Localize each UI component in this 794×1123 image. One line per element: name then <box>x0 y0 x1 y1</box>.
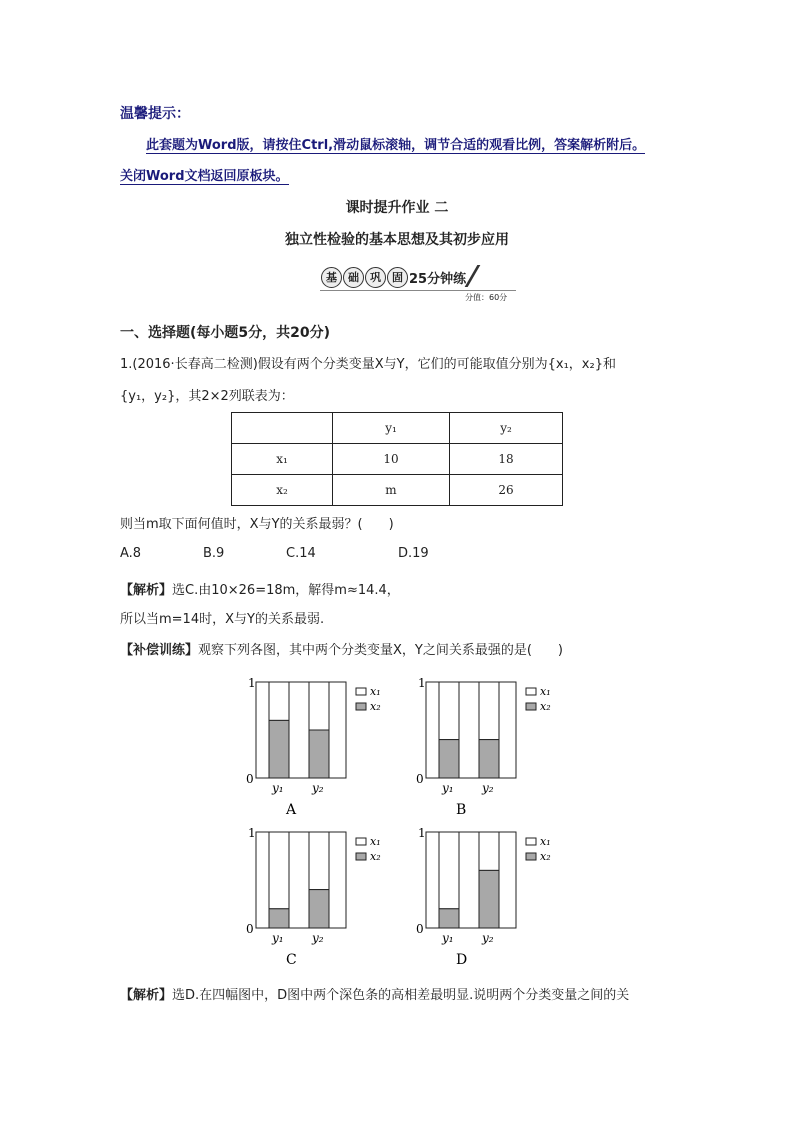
chart-label: C <box>286 952 297 968</box>
legend-swatch-x1 <box>526 688 536 695</box>
analysis-text: 选C.由10×26=18m，解得m≈14.4， <box>172 583 400 598</box>
page-title: 课时提升作业 二 <box>345 200 449 216</box>
contingency-table <box>231 412 563 506</box>
chart-d <box>406 826 586 975</box>
chart-label: B <box>456 802 467 818</box>
chart-label: D <box>456 952 468 968</box>
legend-swatch-x2 <box>356 853 366 860</box>
bar-x1 <box>309 682 329 730</box>
table-cell <box>232 413 333 444</box>
compensation-tag: 【补偿训练】 <box>120 643 199 658</box>
chart-label: A <box>286 802 297 818</box>
chart-a <box>236 676 416 825</box>
legend-swatch-x2 <box>526 703 536 710</box>
bar-x1 <box>439 832 459 909</box>
chart-a-svg <box>236 676 416 821</box>
x-tick-label: y₁ <box>272 781 284 795</box>
bar-x2 <box>479 740 499 778</box>
bar-x1 <box>309 832 329 890</box>
legend-label: x₂ <box>370 850 381 863</box>
compensation-text: 观察下列各图，其中两个分类变量X，Y之间关系最强的是( ) <box>198 643 564 658</box>
analysis-tag: 【解析】 <box>120 583 173 598</box>
banner-char: 固 <box>387 267 408 288</box>
table-row <box>232 413 563 444</box>
tip-title: 温馨提示： <box>120 106 190 122</box>
chart-c-svg <box>236 826 416 971</box>
table-cell: 18 <box>450 444 563 475</box>
legend-label: x₂ <box>540 850 551 863</box>
bar-x2 <box>309 730 329 778</box>
analysis-2 <box>120 984 629 1003</box>
banner-divider <box>320 290 516 291</box>
option-b: B.9 <box>203 546 225 561</box>
banner-char: 础 <box>343 267 364 288</box>
section-banner <box>321 265 481 289</box>
pen-icon <box>465 265 481 287</box>
analysis-1-line-1 <box>120 579 400 598</box>
compensation-prompt <box>120 639 563 658</box>
x-tick-label: y₁ <box>442 931 454 945</box>
table-cell: m <box>333 475 450 506</box>
table-row <box>232 444 563 475</box>
table-cell: x₂ <box>232 475 333 506</box>
analysis-text: 选D.在四幅图中，D图中两个深色条的高相差最明显.说明两个分类变量之间的关 <box>172 988 630 1003</box>
x-tick-label: y₂ <box>312 931 324 945</box>
table-cell: 26 <box>450 475 563 506</box>
y-tick-label: 0 <box>416 772 424 786</box>
chart-c <box>236 826 416 975</box>
table-cell: y₂ <box>450 413 563 444</box>
bar-x2 <box>479 870 499 928</box>
question-1-line-2: {y₁，y₂}，其2×2列联表为： <box>120 389 294 404</box>
bar-x1 <box>479 832 499 870</box>
banner-time: 25分钟练 <box>409 272 467 287</box>
legend-label: x₁ <box>540 835 551 848</box>
score-label: 分值：60分 <box>465 293 508 302</box>
x-tick-label: y₂ <box>482 781 494 795</box>
banner-chars <box>321 267 408 288</box>
legend-swatch-x1 <box>526 838 536 845</box>
bar-x2 <box>439 909 459 928</box>
table-row <box>232 475 563 506</box>
legend-label: x₂ <box>370 700 381 713</box>
table-cell: x₁ <box>232 444 333 475</box>
x-tick-label: y₁ <box>442 781 454 795</box>
table-cell: 10 <box>333 444 450 475</box>
bar-x2 <box>309 890 329 928</box>
tip-line-1: 此套题为Word版，请按住Ctrl,滑动鼠标滚轴，调节合适的观看比例，答案解析附后。 <box>146 134 645 154</box>
bar-x1 <box>439 682 459 740</box>
legend-label: x₂ <box>540 700 551 713</box>
x-tick-label: y₂ <box>312 781 324 795</box>
y-tick-label: 0 <box>246 922 254 936</box>
legend-swatch-x2 <box>356 703 366 710</box>
bar-x2 <box>439 740 459 778</box>
y-tick-label: 0 <box>246 772 254 786</box>
chart-b <box>406 676 586 825</box>
bar-x2 <box>269 909 289 928</box>
option-c: C.14 <box>286 546 316 561</box>
y-tick-label: 1 <box>248 676 256 690</box>
banner-char: 巩 <box>365 267 386 288</box>
legend-label: x₁ <box>370 835 381 848</box>
legend-label: x₁ <box>540 685 551 698</box>
bar-x2 <box>269 720 289 778</box>
bar-x1 <box>479 682 499 740</box>
bar-x1 <box>269 832 289 909</box>
bar-x1 <box>269 682 289 720</box>
x-tick-label: y₂ <box>482 931 494 945</box>
option-d: D.19 <box>398 546 429 561</box>
y-tick-label: 1 <box>248 826 256 840</box>
legend-swatch-x1 <box>356 688 366 695</box>
chart-b-svg <box>406 676 586 821</box>
legend-label: x₁ <box>370 685 381 698</box>
tip-line-2: 关闭Word文档返回原板块。 <box>120 165 289 185</box>
legend-swatch-x1 <box>356 838 366 845</box>
page-subtitle: 独立性检验的基本思想及其初步应用 <box>285 232 509 248</box>
y-tick-label: 1 <box>418 676 426 690</box>
analysis-tag: 【解析】 <box>120 988 173 1003</box>
banner-char: 基 <box>321 267 342 288</box>
section-heading: 一、选择题(每小题5分，共20分) <box>120 325 331 341</box>
y-tick-label: 0 <box>416 922 424 936</box>
analysis-1-line-2: 所以当m=14时，X与Y的关系最弱. <box>120 612 325 627</box>
x-tick-label: y₁ <box>272 931 284 945</box>
option-a: A.8 <box>120 546 142 561</box>
chart-d-svg <box>406 826 586 971</box>
legend-swatch-x2 <box>526 853 536 860</box>
y-tick-label: 1 <box>418 826 426 840</box>
question-1-prompt: 则当m取下面何值时，X与Y的关系最弱？( ) <box>120 517 394 532</box>
question-1-line-1: 1.(2016·长春高二检测)假设有两个分类变量X与Y，它们的可能取值分别为{x₁，x₂}和 <box>120 357 616 372</box>
table-cell: y₁ <box>333 413 450 444</box>
